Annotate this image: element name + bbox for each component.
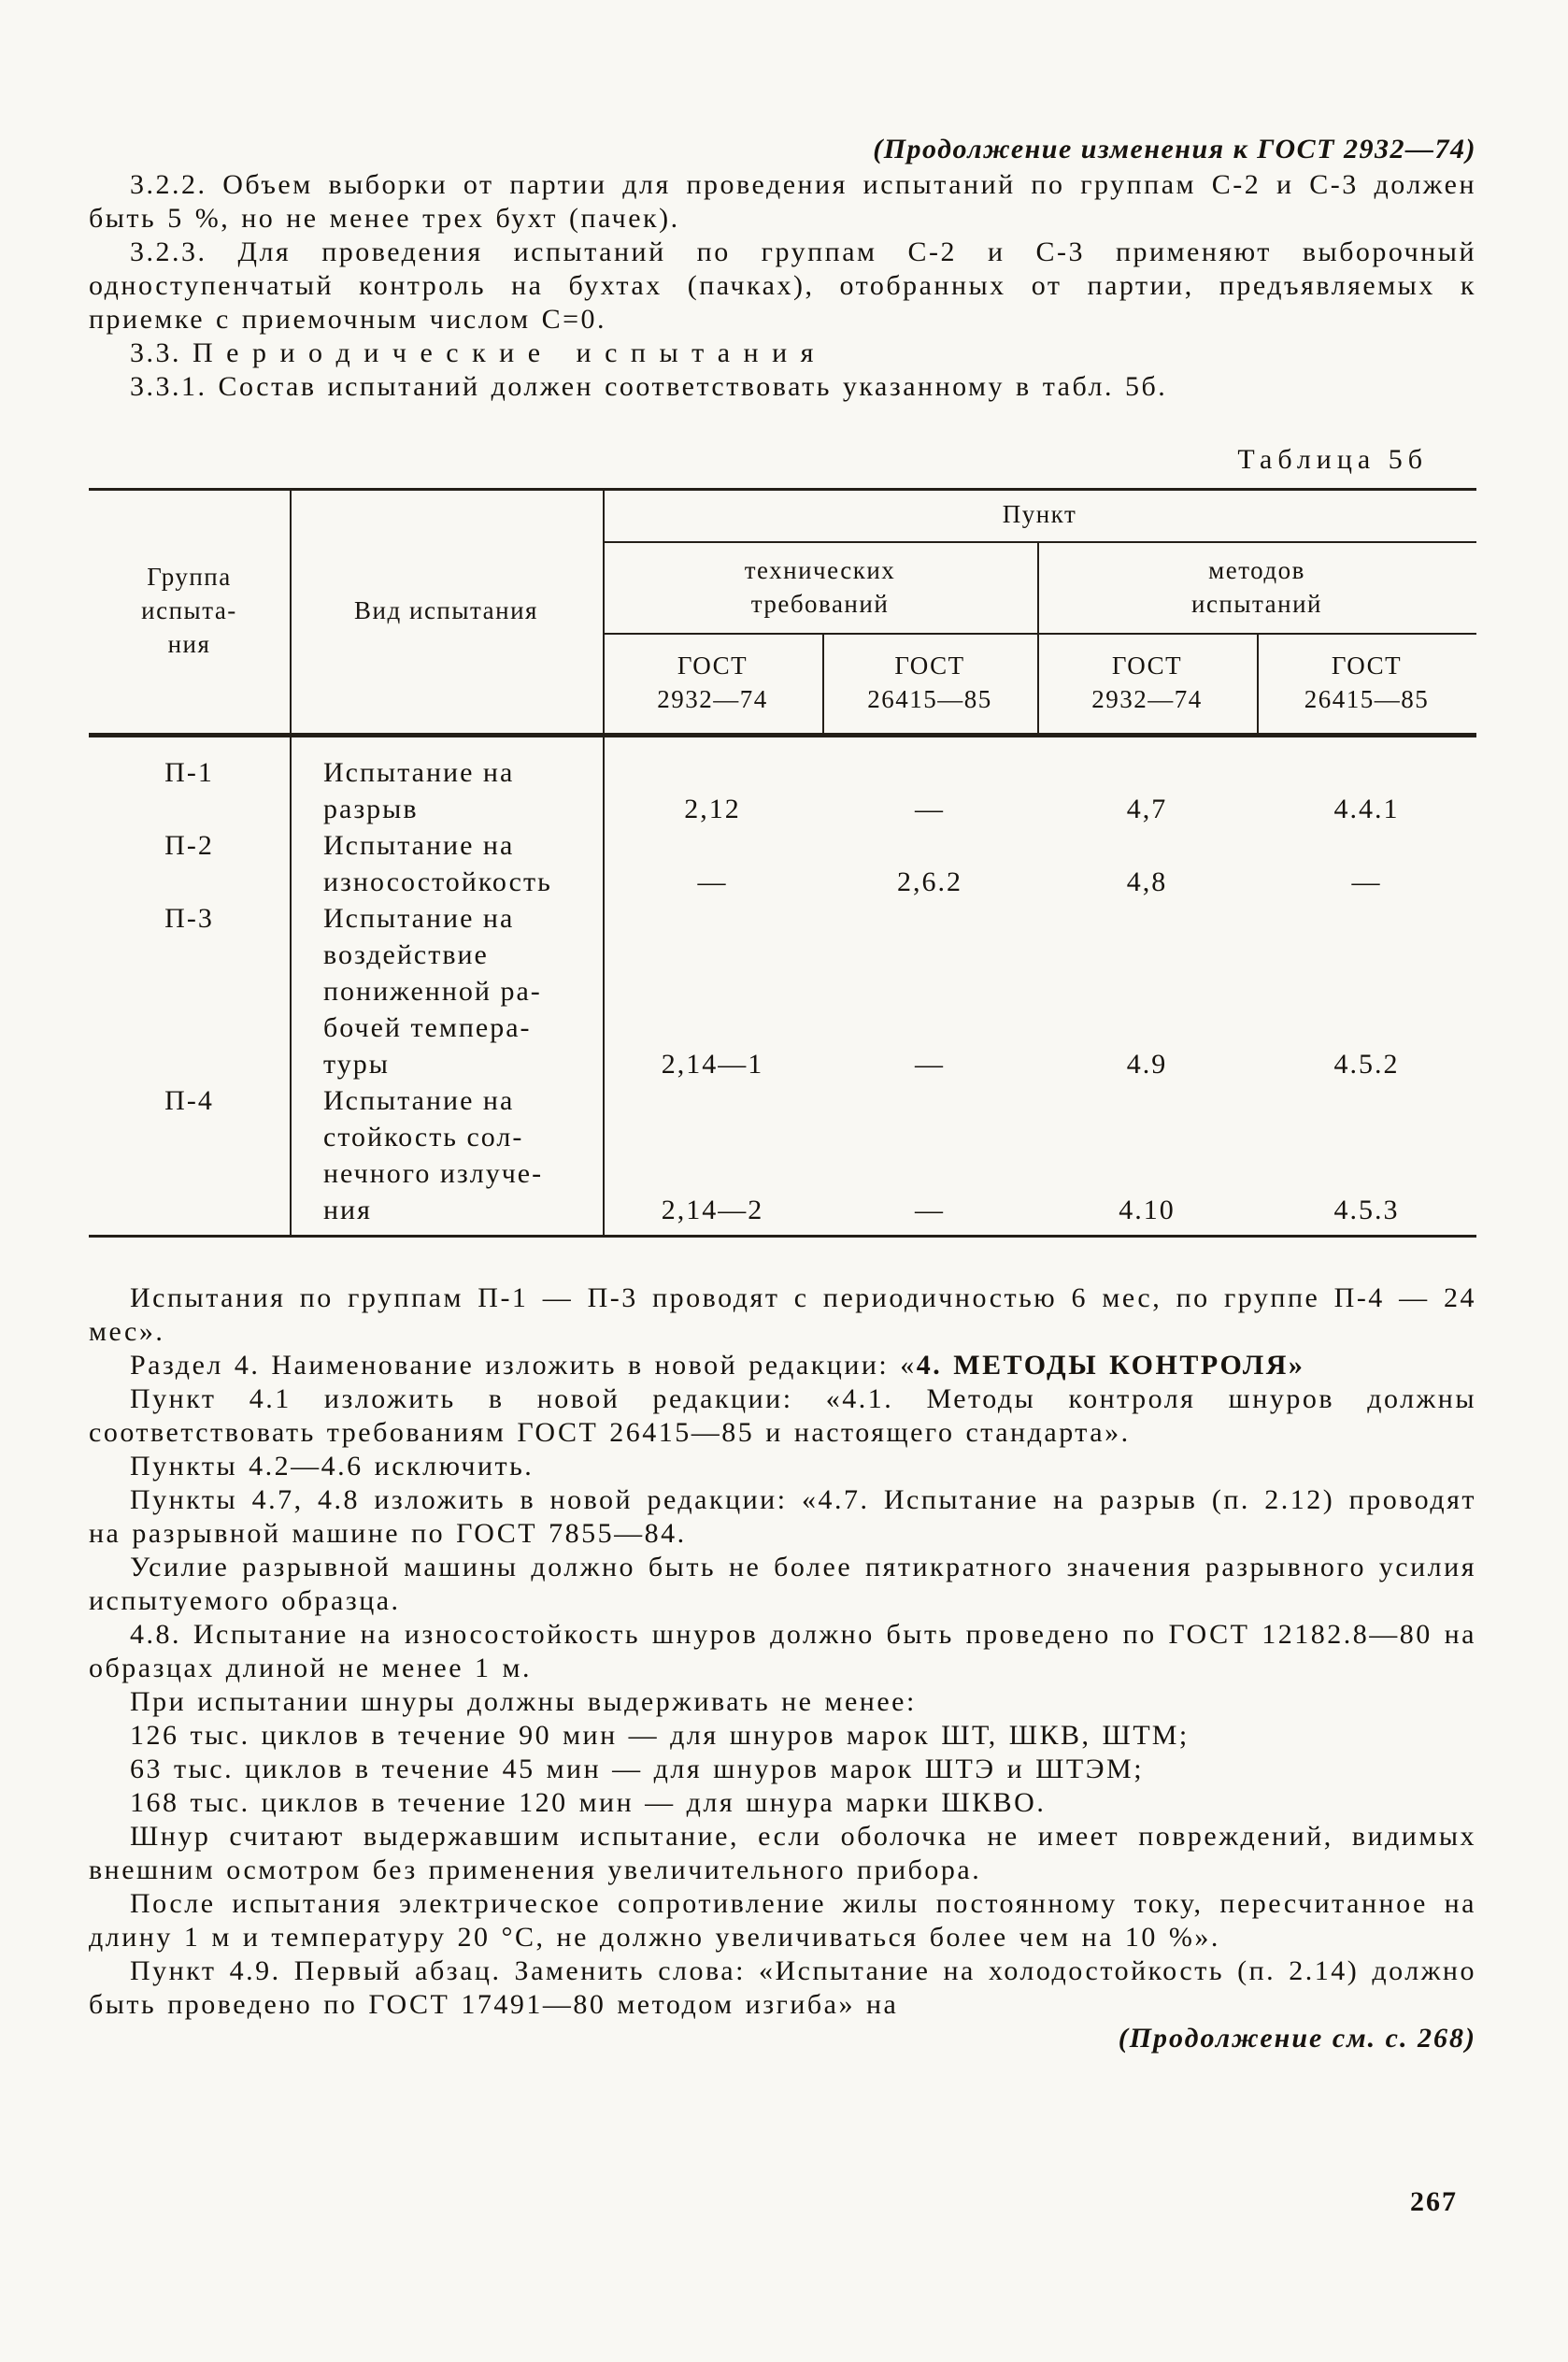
paragraph: [89, 1483, 1476, 1551]
value-cell: [603, 900, 822, 937]
value-cell: [822, 827, 1037, 864]
group-cell: [89, 1192, 290, 1228]
header-line: 2932—74: [657, 685, 768, 713]
table-rule-header-bottom: [89, 733, 1476, 737]
value-cell: 2,14—2: [661, 1195, 764, 1225]
col-header-group: [89, 560, 290, 661]
body-paragraphs: [89, 1281, 1476, 2022]
paragraph: [89, 1820, 1476, 1887]
col-header-methods: [1037, 553, 1476, 621]
value-cell: 4,7: [1126, 794, 1168, 824]
paragraph: [89, 1618, 1476, 1685]
value-cell: [1037, 1155, 1257, 1192]
text-segment: После испытания электрическое сопротивление жилы постоянному току, пересчитанное на длину 1 м и температуру 20 °С, не должно увеличиваться более чем на 10 %».: [89, 1888, 1476, 1953]
kind-cell: нечного излуче-: [323, 1158, 544, 1189]
header-line: методов: [1208, 556, 1305, 584]
kind-cell: Испытание на: [323, 830, 515, 861]
value-cell: [822, 900, 1037, 937]
value-cell: [1257, 1009, 1476, 1046]
text-segment: 3.3.1. Состав испытаний должен соответствовать указанному в табл. 5б.: [130, 371, 1168, 402]
value-cell: [1037, 1119, 1257, 1155]
text-segment: 3.3. П е р и о д и ч е с к и е и с п ы т а н и я: [130, 337, 816, 368]
paragraph: [89, 1450, 1476, 1483]
table-rule-under-subheaders: [603, 633, 1476, 635]
text-segment: Пункты 4.7, 4.8 изложить в новой редакции: «4.7. Испытание на разрыв (п. 2.12) проводят на разрывной машине по ГОСТ 7855—84.: [89, 1484, 1476, 1549]
value-cell: 4.5.3: [1333, 1195, 1400, 1225]
header-line: испытаний: [1191, 590, 1322, 618]
table-row: [89, 1046, 1476, 1082]
kind-cell: Испытание на: [323, 903, 515, 934]
table-row: [89, 754, 1476, 791]
text-segment: 4.8. Испытание на износостойкость шнуров должно быть проведено по ГОСТ 12182.8—80 на образцах длиной не менее 1 м.: [89, 1619, 1476, 1683]
kind-cell: воздействие: [323, 939, 489, 970]
value-cell: [822, 973, 1037, 1009]
paragraph: [89, 1887, 1476, 1954]
value-cell: —: [915, 1049, 945, 1080]
value-cell: [1037, 827, 1257, 864]
text-segment: 126 тыс. циклов в течение 90 мин — для шнуров марок ШТ, ШКВ, ШТМ;: [130, 1720, 1190, 1751]
value-cell: [1257, 937, 1476, 973]
table-row: [89, 973, 1476, 1009]
header-line: ГОСТ: [894, 651, 965, 680]
paragraph: [89, 1786, 1476, 1820]
kind-cell: разрыв: [323, 794, 419, 824]
table-body: [89, 754, 1476, 1228]
value-cell: [603, 973, 822, 1009]
value-cell: [603, 1119, 822, 1155]
text-segment: Шнур считают выдержавшим испытание, если оболочка не имеет повреждений, видимых внешним осмотром без применения увеличительного прибора.: [89, 1821, 1476, 1885]
value-cell: [822, 1155, 1037, 1192]
paragraph: [89, 1954, 1476, 2022]
value-cell: [822, 754, 1037, 791]
header-line: 26415—85: [1304, 685, 1430, 713]
paragraph: [89, 1281, 1476, 1349]
text-segment: 168 тыс. циклов в течение 120 мин — для шнура марки ШКВО.: [130, 1787, 1047, 1818]
value-cell: [603, 1082, 822, 1119]
text-segment: Раздел 4. Наименование изложить в новой редакции: «: [130, 1350, 917, 1381]
group-cell: [89, 1046, 290, 1082]
value-cell: [1037, 937, 1257, 973]
value-cell: [1257, 1119, 1476, 1155]
value-cell: [1257, 827, 1476, 864]
col-header-punkt: [603, 497, 1476, 531]
table-row: [89, 1082, 1476, 1119]
value-cell: [1257, 900, 1476, 937]
col-header-gost-3: [1037, 649, 1257, 716]
header-line: 2932—74: [1091, 685, 1203, 713]
table-row: [89, 1119, 1476, 1155]
table-rule-under-punkt: [603, 541, 1476, 543]
paragraph: [89, 336, 1476, 370]
kind-cell: Испытание на: [323, 1085, 515, 1116]
group-cell: [89, 1119, 290, 1155]
paragraph: [89, 1382, 1476, 1450]
group-cell: [89, 1155, 290, 1192]
value-cell: 4.9: [1126, 1049, 1168, 1080]
table-row: [89, 937, 1476, 973]
kind-cell: Испытание на: [323, 757, 515, 788]
header-note: [89, 133, 1476, 166]
table-row: [89, 1192, 1476, 1228]
continuation-note: [89, 2022, 1476, 2055]
group-cell: П-3: [164, 903, 214, 934]
header-line: ния: [167, 630, 211, 658]
value-cell: [1037, 900, 1257, 937]
value-cell: [1037, 1082, 1257, 1119]
header-line: ГОСТ: [1111, 651, 1183, 680]
value-cell: 2,6.2: [897, 866, 962, 897]
col-header-punkt-label: Пункт: [1002, 500, 1077, 528]
value-cell: 4.10: [1119, 1195, 1176, 1225]
text-segment: Испытания по группам П-1 — П-3 проводят с периодичностью 6 мес, по группе П-4 — 24 мес».: [89, 1282, 1476, 1347]
text-segment: Пункт 4.9. Первый абзац. Заменить слова: «Испытание на холодостойкость (п. 2.14) должно быть проведено по ГОСТ 17491—80 методом изгиба» на: [89, 1955, 1476, 2020]
header-line: технических: [744, 556, 896, 584]
value-cell: [603, 754, 822, 791]
header-line: ГОСТ: [1331, 651, 1403, 680]
kind-cell: износостойкость: [323, 866, 552, 897]
text-segment: Усилие разрывной машины должно быть не более пятикратного значения разрывного усилия испытуемого образца.: [89, 1552, 1476, 1616]
table-row: [89, 864, 1476, 900]
value-cell: —: [915, 794, 945, 824]
value-cell: [603, 827, 822, 864]
col-header-gost-1: [603, 649, 822, 716]
value-cell: 2,14—1: [661, 1049, 764, 1080]
value-cell: [1257, 1155, 1476, 1192]
paragraph: [89, 1551, 1476, 1618]
text-segment: 63 тыс. циклов в течение 45 мин — для шнуров марок ШТЭ и ШТЭМ;: [130, 1754, 1145, 1784]
paragraph: [89, 1719, 1476, 1753]
col-header-kind-label: Вид испытания: [354, 596, 538, 624]
header-line: требований: [750, 590, 890, 618]
paragraph: [89, 1753, 1476, 1786]
standards-table: [89, 488, 1476, 1238]
header-line: ГОСТ: [677, 651, 748, 680]
value-cell: [603, 1009, 822, 1046]
paragraph: [89, 1349, 1476, 1382]
text-segment: Пункты 4.2—4.6 исключить.: [130, 1451, 535, 1482]
col-header-tech: [603, 553, 1037, 621]
value-cell: 2,12: [684, 794, 741, 824]
header-line: испыта-: [141, 596, 237, 624]
col-header-gost-2: [822, 649, 1037, 716]
value-cell: [822, 937, 1037, 973]
kind-cell: стойкость сол-: [323, 1122, 524, 1152]
value-cell: —: [1351, 866, 1382, 897]
page-number: 267: [1410, 2186, 1458, 2217]
text-segment: 4. МЕТОДЫ КОНТРОЛЯ»: [916, 1350, 1305, 1381]
group-cell: [89, 1009, 290, 1046]
text-segment: При испытании шнуры должны выдерживать не менее:: [130, 1686, 917, 1717]
col-header-gost-4: [1257, 649, 1476, 716]
continuation-note-text: (Продолжение см. с. 268): [1118, 2023, 1476, 2054]
group-cell: П-4: [164, 1085, 214, 1116]
col-header-kind: [290, 594, 603, 627]
value-cell: 4,8: [1126, 866, 1168, 897]
value-cell: [1037, 973, 1257, 1009]
kind-cell: пониженной ра-: [323, 976, 542, 1007]
value-cell: [1257, 1082, 1476, 1119]
paragraph: [89, 370, 1476, 404]
table-row: [89, 1009, 1476, 1046]
value-cell: 4.5.2: [1333, 1049, 1400, 1080]
value-cell: [822, 1082, 1037, 1119]
kind-cell: ния: [323, 1195, 372, 1225]
value-cell: [603, 937, 822, 973]
table-caption: Таблица 5б: [1237, 444, 1428, 475]
paragraph: [89, 236, 1476, 336]
text-segment: Пункт 4.1 изложить в новой редакции: «4.1. Методы контроля шнуров должны соответствовать требованиям ГОСТ 26415—85 и настоящего стандарта».: [89, 1383, 1476, 1448]
table-rule-top: [89, 488, 1476, 491]
intro-paragraphs: [89, 168, 1476, 404]
group-cell: [89, 937, 290, 973]
value-cell: [603, 1155, 822, 1192]
paragraph: [89, 168, 1476, 236]
value-cell: —: [697, 866, 728, 897]
value-cell: 4.4.1: [1333, 794, 1400, 824]
text-segment: 3.2.3. Для проведения испытаний по группам С-2 и С-3 применяют выборочный одноступенчатый контроль на бухтах (пачках), отобранных от партии, предъявляемых к приемке с приемочным числом С=0.: [89, 236, 1476, 335]
value-cell: [1037, 754, 1257, 791]
group-cell: П-1: [164, 757, 214, 788]
group-cell: [89, 864, 290, 900]
value-cell: [1037, 1009, 1257, 1046]
table-rule-bottom: [89, 1235, 1476, 1238]
header-line: Группа: [147, 563, 232, 591]
paragraph: [89, 1685, 1476, 1719]
table-row: [89, 827, 1476, 864]
table-row: [89, 900, 1476, 937]
value-cell: [1257, 973, 1476, 1009]
table-row: [89, 791, 1476, 827]
group-cell: [89, 791, 290, 827]
header-note-text: (Продолжение изменения к ГОСТ 2932—74): [873, 134, 1476, 165]
text-segment: 3.2.2. Объем выборки от партии для проведения испытаний по группам С-2 и С-3 должен быть 5 %, но не менее трех бухт (пачек).: [89, 169, 1476, 234]
table-row: [89, 1155, 1476, 1192]
kind-cell: бочей темпера-: [323, 1012, 532, 1043]
value-cell: [822, 1119, 1037, 1155]
value-cell: —: [915, 1195, 945, 1225]
value-cell: [1257, 754, 1476, 791]
kind-cell: туры: [323, 1049, 390, 1080]
header-line: 26415—85: [867, 685, 992, 713]
group-cell: [89, 973, 290, 1009]
group-cell: П-2: [164, 830, 214, 861]
value-cell: [822, 1009, 1037, 1046]
